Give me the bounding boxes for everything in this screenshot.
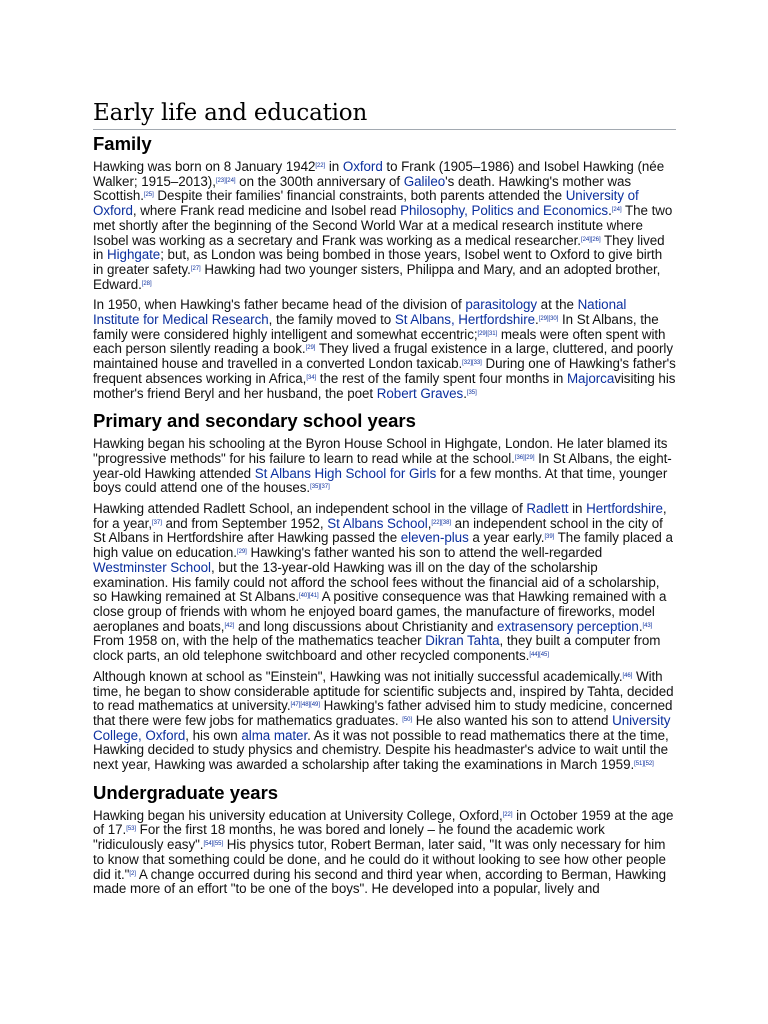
text-run: .	[535, 312, 539, 328]
text-run: Hawking attended Radlett School, an independent school in the village of	[93, 501, 527, 517]
text-run: in	[568, 501, 587, 517]
paragraph	[93, 160, 676, 292]
text-run: . As it was not possible to read mathematics there at the time, Hawking decided to study physics and chemistry. Despite his headmaster's advice to wait until the next year, Hawking was awarded a scholarship after taking the examinations in March 1959.	[93, 727, 669, 773]
text-run: The family placed a high value on education.	[93, 530, 673, 561]
text-run: meals were often spent with each person silently reading a book.	[93, 326, 666, 357]
wiki-link[interactable]: Oxford	[342, 159, 383, 174]
section-title: Early life and education	[93, 98, 676, 130]
text-run: to Frank (1905–1986) and Isobel Hawking (née Walker; 1915–2013),	[93, 159, 665, 189]
text-run: 's death. Hawking's mother was Scottish.	[93, 173, 632, 204]
text-run: Hawking's father advised him to study medicine, concerned that there were few jobs for mathematics graduates.	[93, 698, 673, 728]
wiki-link[interactable]: Galileo	[403, 173, 446, 189]
citation-link[interactable]: [32][33]	[462, 360, 482, 367]
wiki-link[interactable]: St Albans, Hertfordshire	[394, 312, 536, 328]
citation-link[interactable]: [35][37]	[310, 484, 330, 491]
citation-link[interactable]: [37]	[152, 519, 162, 526]
citation-link[interactable]: [51][52]	[634, 761, 654, 768]
text-run: an independent school in the city of St Albans in Hertfordshire after Hawking passed the	[93, 515, 663, 546]
wiki-link[interactable]: National Institute for Medical Research	[93, 297, 627, 328]
text-run: .	[638, 618, 643, 634]
wiki-link[interactable]: Radlett	[526, 501, 569, 517]
text-run: a year early.	[468, 530, 545, 546]
paragraph	[93, 298, 676, 401]
text-run: at the	[537, 297, 578, 313]
text-run: , but the 13-year-old Hawking was ill on the day of the scholarship examination. His family could not afford the school fees without the financial aid of a scholarship, so Hawking remained at St Albans.	[93, 559, 660, 605]
citation-link[interactable]: [43]	[642, 622, 653, 629]
citation-link[interactable]: [53]	[126, 826, 137, 833]
text-run: Hawking's father wanted his son to attend the well-regarded	[246, 545, 603, 561]
text-run: for a few months. At that time, younger boys could attend one of the houses.	[93, 465, 668, 496]
paragraph	[93, 809, 676, 897]
text-run: From 1958 on, with the help of the mathematics teacher	[93, 633, 426, 649]
text-run: For the first 18 months, he was bored and lonely – he found the academic work "ridiculously easy".	[93, 822, 605, 853]
wiki-link[interactable]: alma mater	[241, 727, 308, 743]
citation-link[interactable]: [22]	[502, 811, 513, 818]
text-run: ; but, as London was being bombed in those years, Isobel went to Oxford to give birth in greater safety.	[93, 247, 663, 277]
citation-link[interactable]: [27]	[190, 265, 201, 272]
wiki-link[interactable]: University College, Oxford	[93, 712, 671, 743]
text-run: His physics tutor, Robert Berman, later said, "It was only necessary for him to know that something could be done, and he could do it without looking to see how other people did it."	[93, 837, 666, 882]
text-run: in October 1959 at the age of 17.	[93, 807, 674, 838]
text-run: on the 300th anniversary of	[235, 173, 404, 189]
citation-link[interactable]: [23][24]	[215, 177, 236, 184]
text-run: During one of Hawking's father's frequent absences working in Africa,	[93, 356, 676, 386]
text-run: and long discussions about Christianity and	[234, 618, 498, 634]
text-run: The two met shortly after the beginning of the Second World War at a medical research institute where Isobel was working as a secretary and Frank was working as a medical researcher.	[93, 203, 673, 248]
text-run: In St Albans, the family were considered highly intelligent and somewhat eccentric;	[93, 312, 659, 342]
text-run: .	[608, 203, 612, 219]
text-run: the rest of the family spent four months in	[316, 370, 567, 386]
citation-link[interactable]: [29][30]	[538, 316, 559, 323]
text-run: He also wanted his son to attend	[412, 712, 613, 728]
text-run: in	[325, 159, 343, 174]
citation-link[interactable]: [24]	[611, 207, 622, 214]
subsection-heading: Undergraduate years	[93, 781, 279, 803]
citation-link[interactable]: [47][48][49]	[290, 702, 320, 709]
text-run: , where Frank read medicine and Isobel read	[132, 203, 401, 219]
citation-link[interactable]: [54][55]	[203, 841, 224, 848]
article-section	[93, 98, 676, 903]
text-run: Hawking began his schooling at the Byron House School in Highgate, London. He later blamed its "progressive methods" for his failure to learn to read while at the school.	[93, 436, 668, 466]
wiki-link[interactable]: Philosophy, Politics and Economics	[400, 203, 609, 219]
citation-link[interactable]: [42]	[224, 622, 235, 629]
citation-link[interactable]: [40][41]	[299, 593, 319, 600]
text-run: , they built a computer from clock parts, an old telephone switchboard and other recycled components.	[93, 633, 661, 664]
citation-link[interactable]: [34]	[306, 374, 317, 381]
wiki-link[interactable]: parasitology	[465, 297, 538, 313]
citation-link[interactable]: [29]	[305, 345, 316, 352]
wiki-link[interactable]: extrasensory perception	[497, 618, 639, 634]
text-run: Hawking had two younger sisters, Philippa and Mary, and an adopted brother, Edward.	[93, 261, 661, 292]
citation-link[interactable]: [22]	[315, 163, 326, 169]
citation-link[interactable]: [28]	[141, 280, 152, 287]
citation-link[interactable]: [25]	[143, 192, 154, 199]
citation-link[interactable]: [44][45]	[529, 652, 549, 659]
paragraph	[93, 502, 676, 664]
text-run: Hawking began his university education at University College, Oxford,	[93, 807, 503, 823]
text-run: , the family moved to	[268, 312, 395, 328]
citation-link[interactable]: [39]	[544, 534, 555, 541]
citation-link[interactable]: [46]	[622, 672, 633, 679]
wiki-link[interactable]: St Albans School	[327, 515, 428, 531]
text-run: They lived in	[93, 232, 665, 263]
text-run: Despite their families' financial constraints, both parents attended the	[153, 188, 566, 204]
text-run: Hawking was born on 8 January 1942	[93, 159, 316, 174]
wiki-link[interactable]: St Albans High School for Girls	[254, 465, 437, 481]
text-run: and from September 1952,	[161, 515, 328, 531]
text-run: They lived a frugal existence in a large, cluttered, and poorly maintained house and travelled in a converted London taxicab.	[93, 341, 673, 372]
section-content	[93, 132, 676, 897]
text-run: .	[463, 385, 467, 401]
text-run: In St Albans, the eight-year-old Hawking attended	[93, 450, 672, 481]
text-run: Although known at school as "Einstein", Hawking was not initially successful academically.	[93, 668, 623, 684]
text-run: In 1950, when Hawking's father became head of the division of	[93, 297, 466, 313]
subsection-heading: Primary and secondary school years	[93, 410, 416, 432]
text-run: ,	[427, 515, 432, 531]
citation-link[interactable]: [36][29]	[514, 454, 535, 461]
citation-link[interactable]: [29]	[236, 549, 247, 556]
text-run: , his own	[185, 727, 242, 743]
citation-link[interactable]: [24][26]	[580, 236, 601, 243]
citation-link[interactable]: [50]	[402, 716, 413, 723]
paragraph	[93, 670, 676, 773]
text-run: visiting his mother's friend Beryl and her husband, the poet	[93, 370, 676, 401]
subsection-heading: Family	[93, 133, 152, 154]
wiki-link[interactable]: Dikran Tahta	[425, 633, 500, 649]
text-run: A change occurred during his second and third year when, according to Berman, Hawking made more of an effort "to be one of the boys". He developed into a popular, lively and	[93, 866, 667, 897]
wiki-link[interactable]: Westminster School	[93, 559, 211, 575]
citation-link[interactable]: [22][38]	[431, 519, 451, 526]
text-run: With time, he began to show considerable aptitude for scientific subjects and, inspired by Tahta, decided to read mathematics at university.	[93, 668, 674, 714]
wiki-link[interactable]: Majorca	[566, 370, 615, 386]
citation-link[interactable]: [35]	[466, 389, 477, 396]
paragraph	[93, 437, 676, 496]
wiki-link[interactable]: eleven-plus	[400, 530, 469, 546]
text-run: A positive consequence was that Hawking remained with a close group of friends with whom he enjoyed board games, the manufacture of fireworks, model aeroplanes and boats,	[93, 589, 667, 634]
wiki-link[interactable]: University of Oxford	[93, 188, 639, 219]
wiki-link[interactable]: Robert Graves	[376, 385, 464, 401]
citation-link[interactable]: [2]	[129, 870, 136, 877]
wiki-link[interactable]: Hertfordshire	[586, 501, 663, 517]
text-run: , for a year,	[93, 501, 667, 531]
citation-link[interactable]: [29][31]	[477, 330, 498, 337]
wiki-link[interactable]: Highgate	[107, 247, 161, 263]
